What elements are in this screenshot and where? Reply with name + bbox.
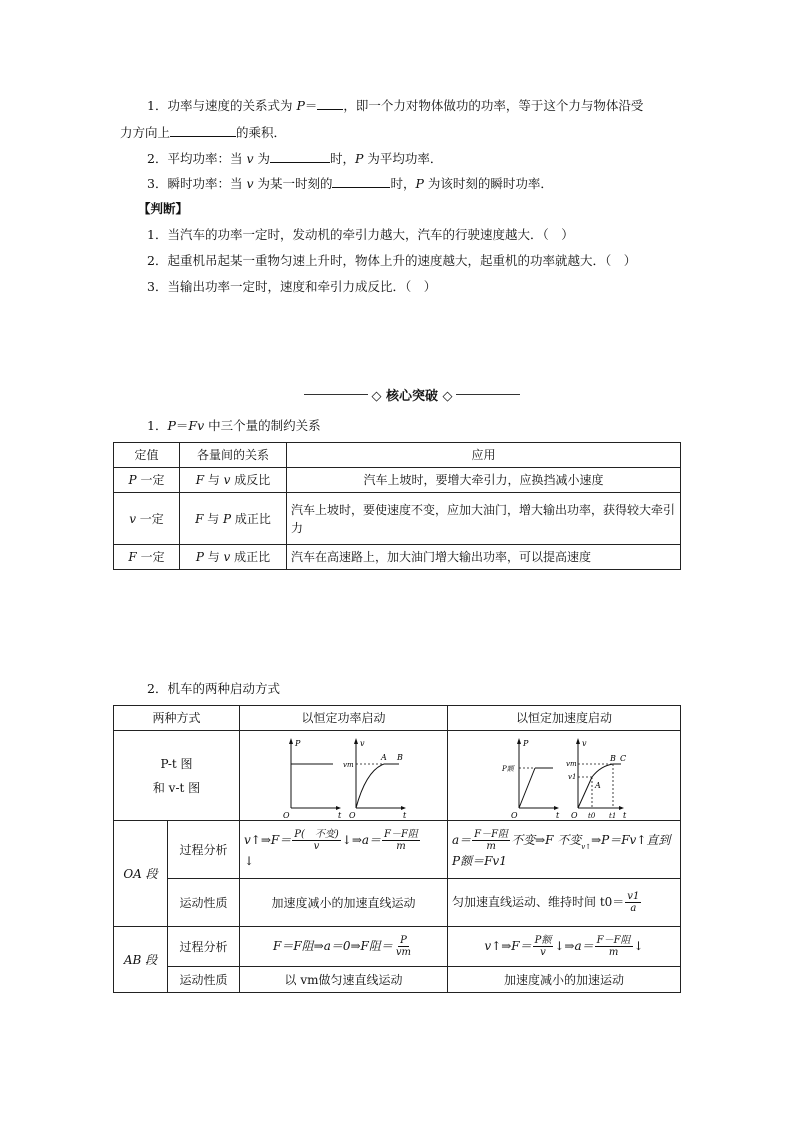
header-cell: 两种方式 [114,706,240,731]
origin-label: O [571,810,578,820]
process-label: 过程分析 [168,927,240,967]
point-a-label: A [595,780,601,790]
application-cell: 汽车上坡时，要使速度不变，应加大油门，增大输出功率，获得较大牵引力 [287,493,681,545]
ab-process-const-accel [448,927,681,967]
section2-title: 2．机车的两种启动方式 [147,681,280,696]
p-axis-arrow [517,738,521,744]
t-axis-arrow [619,806,624,810]
text: 的乘积． [236,125,287,140]
text: ⇒P＝Fv↑直到 [591,833,671,847]
fraction-den: m [396,841,406,852]
ab-text: AB 段 [123,952,158,967]
fraction [533,935,554,958]
oa-process-row [114,821,681,879]
p-label: P [294,738,300,748]
p-ramp [519,768,535,808]
text: F＝F阻⇒a＝0⇒F阻＝ [273,939,393,953]
var: F [128,550,137,564]
const-accel-graphs [449,732,679,820]
header-cell: 以恒定加速度启动 [448,706,681,731]
v-axis-arrow [576,738,580,744]
velocity-curve [592,764,613,777]
t-label: t [556,810,560,820]
core-heading [304,386,520,402]
ab-nature-const-power: 以 vm做匀速直线运动 [240,967,448,993]
t-axis-arrow [401,806,406,810]
var: P [128,473,137,487]
v-label: v [582,738,587,748]
text: v↑⇒F＝ [244,833,292,847]
text: 一定 [136,473,165,487]
table-row [114,493,681,545]
graph-cell-const-accel [448,731,681,821]
text: 成正比 [230,550,271,564]
text: ＝ [175,418,189,433]
nature-label: 运动性质 [168,879,240,927]
text: 成反比 [230,473,271,487]
heading-rule-right [456,394,520,395]
relation-cell [180,545,287,570]
text: 为该时刻的瞬时功率． [423,176,553,191]
vm-label: vm [342,760,354,769]
text: 与 [203,511,224,526]
text: 为 [253,151,270,166]
key-cell [114,493,180,545]
fraction [382,829,420,852]
graph-cell-const-power [240,731,448,821]
blank-field[interactable] [270,150,330,163]
fraction [472,829,510,852]
text: ，即一个力对物体做功的功率，等于这个力与物体沿受 [343,98,644,113]
t-label: t [337,810,341,820]
text: ↓ [244,854,255,868]
t-axis-arrow [554,806,559,810]
text: 为平均功率． [363,151,443,166]
oa-nature-const-power: 加速度减小的加速直线运动 [240,879,448,927]
var: P [167,418,176,433]
p-axis-arrow [289,738,293,744]
oa-process-const-accel [448,821,681,879]
var: P [195,550,204,564]
origin-label: O [348,810,356,820]
graph-row [114,731,681,821]
key-cell [114,545,180,570]
fraction-den: m [486,841,496,852]
fraction-num: F－F阻 [474,829,509,840]
t-label: t [623,810,627,820]
fraction-den: a [630,903,637,914]
velocity-ramp [578,777,592,808]
const-power-graphs [241,732,447,820]
text: 时， [329,151,355,166]
p-rated-label: P额 [502,764,514,773]
text: 时， [390,176,416,191]
judge-q1: 1．当汽车的功率一定时，发动机的牵引力越大，汽车的行驶速度越大．（ ） [147,227,574,242]
oa-nature-row [114,879,681,927]
oa-process-const-power [240,821,448,879]
ab-nature-const-accel: 加速度减小的加速运动 [448,967,681,993]
text: ↓⇒a＝ [554,939,594,953]
text: ↓ [633,939,644,953]
text: 成正比 [231,511,271,526]
v1-label: v1 [568,772,577,781]
application-cell: 汽车在高速路上，加大油门增大输出功率，可以提高速度 [287,545,681,570]
var: v [129,511,136,526]
text: 3．瞬时功率：当 [147,176,247,191]
ab-nature-row [114,967,681,993]
fraction-den: m [608,947,619,958]
var: Fv [188,418,205,433]
text: 2．平均功率：当 [147,151,247,166]
judge-title: 【判断】 [138,201,189,216]
text: ＝ [304,98,318,113]
header-cell: 定值 [114,443,180,468]
v-axis-arrow [354,738,358,744]
judge-q3: 3．当输出功率一定时，速度和牵引力成反比．（ ） [147,279,437,294]
header-cell: 应用 [287,443,681,468]
process-label: 过程分析 [168,821,240,879]
header-cell: 各量间的关系 [180,443,287,468]
var: v [223,473,231,487]
fraction-num: P额 [534,935,552,946]
relation-cell [180,468,287,493]
fraction-den: v [540,947,546,958]
t1-label: t1 [609,811,617,820]
var: v [246,151,254,166]
var: F [195,511,204,526]
origin-label: O [282,810,290,820]
fraction [394,935,413,958]
fraction-den: vm [395,947,412,958]
var: P [415,176,424,191]
var: v [223,550,231,564]
relation-table [113,442,681,570]
table-header-row [114,443,681,468]
t-axis-arrow [336,806,341,810]
origin-label: O [511,810,518,820]
fraction-num: F－F阻 [384,829,418,840]
ab-process-row [114,927,681,967]
core-heading-title: ◇ 核心突破 ◇ [371,388,453,404]
judge-q2: 2．起重机吊起某一重物匀速上升时，物体上升的速度越大，起重机的功率就越大．（ ） [147,253,637,268]
t-label: t [402,810,406,820]
blank-field[interactable] [332,175,390,188]
point-b-label: B [396,752,403,762]
vm-label: vm [566,759,577,768]
text: P额＝Fv1 [452,854,507,868]
fraction-num: P( 不变) [294,829,339,840]
velocity-curve [356,764,384,808]
table-row [114,545,681,570]
table-row [114,468,681,493]
var: P [223,511,232,526]
var: P [296,98,305,113]
text: 不变⇒F 不变 [511,833,582,847]
intro-line-2 [120,124,286,141]
startup-table [113,705,681,993]
key-cell [114,468,180,493]
arrow-label: v↑ [581,843,592,851]
relation-cell [180,493,287,545]
text: 1． [147,418,168,433]
graph-label-cell [114,731,240,821]
fraction [595,935,633,958]
ab-process-const-power [240,927,448,967]
fraction-num: P [400,935,407,946]
ab-segment-label [114,927,168,993]
fraction [625,891,641,914]
nature-label: 运动性质 [168,967,240,993]
oa-text: OA 段 [123,866,158,881]
point-b-label: B [610,753,616,763]
application-cell: 汽车上坡时，要增大牵引力，应换挡减小速度 [287,468,681,493]
text: 1．功率与速度的关系式为 [147,98,297,113]
text: 匀加速直线运动、维持时间 t0＝ [452,895,625,909]
section1-title [147,418,321,434]
fraction-num: F－F阻 [596,935,631,946]
fraction-den: v [313,841,320,852]
intro-line-1 [147,97,643,114]
text: a＝ [452,833,472,847]
v-label: v [359,738,365,748]
text: 一定 [135,511,164,526]
header-cell: 以恒定功率启动 [240,706,448,731]
text: 与 [203,550,224,564]
text: 力方向上 [120,125,171,140]
point-c-label: C [620,753,627,763]
intro-line-4 [147,175,553,192]
var: F [195,473,205,487]
var: v [246,176,254,191]
oa-segment-label [114,821,168,927]
point-a-label: A [380,752,387,762]
heading-rule-left [304,394,368,395]
table-header-row [114,706,681,731]
text: 为某一时刻的 [253,176,333,191]
blank-field[interactable] [170,124,236,137]
fraction-num: v1 [627,891,640,902]
graph-label-vt: 和 v-t 图 [152,780,201,795]
text: v↑⇒F＝ [484,939,532,953]
text: 中三个量的制约关系 [204,418,321,433]
var: P [355,151,364,166]
intro-line-3 [147,150,442,167]
fraction [292,829,341,852]
text: ↓⇒a＝ [341,833,382,847]
t0-label: t0 [588,811,596,820]
arrow-with-label [581,843,591,852]
blank-field[interactable] [317,97,343,110]
text: 与 [204,473,224,487]
p-label: P [523,738,529,748]
oa-nature-const-accel [448,879,681,927]
graph-label-pt: P-t 图 [160,756,193,771]
text: 一定 [136,550,165,564]
